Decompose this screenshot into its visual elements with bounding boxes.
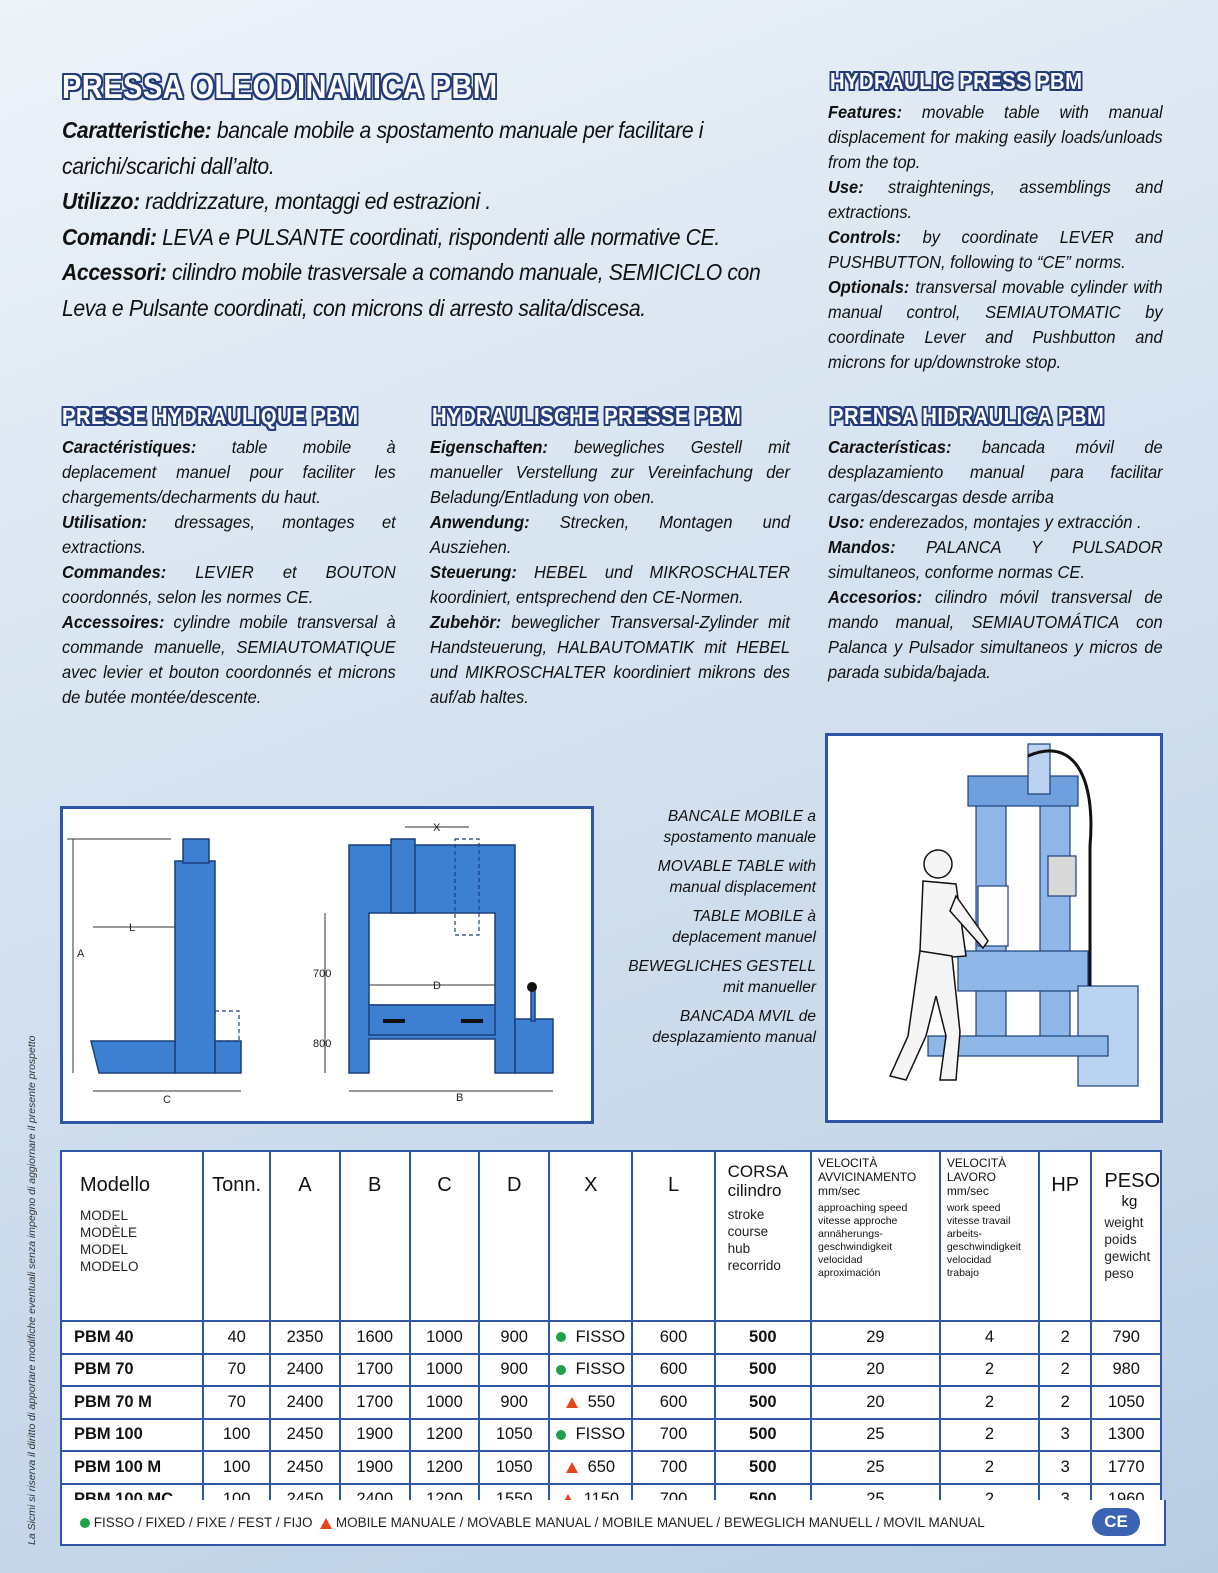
table-row (61, 1354, 1161, 1387)
dim-label-c: C (163, 1094, 171, 1106)
cell-l: 700 (632, 1419, 714, 1452)
mobile-triangle-icon (566, 1462, 578, 1473)
cell-peso: 790 (1091, 1321, 1161, 1354)
fixed-dot-icon (556, 1430, 566, 1440)
cell-l: 600 (632, 1354, 714, 1387)
title-german: HYDRAULISCHE PRESSE PBM (432, 403, 742, 429)
cell-d: 900 (479, 1354, 549, 1387)
x-value: FISSO (575, 1425, 626, 1444)
cell-model: PBM 100 (61, 1419, 203, 1452)
ce-mark-icon: CE (1092, 1508, 1140, 1536)
cell-d: 1050 (479, 1419, 549, 1452)
cell-d: 900 (479, 1321, 549, 1354)
press-illustration-panel (825, 733, 1163, 1123)
header-hp: HP (1039, 1151, 1091, 1321)
cell-c: 1200 (410, 1451, 480, 1484)
cell-tonn: 100 (203, 1451, 270, 1484)
header-work-speed: VELOCITÀ LAVORO mm/sec work speed vitesse travail arbeits- geschwindigkeit velocidad trabajo (940, 1151, 1039, 1321)
mobile-triangle-icon (320, 1518, 332, 1529)
cell-hp: 2 (1039, 1386, 1091, 1419)
cell-x (549, 1386, 632, 1419)
cell-l: 600 (632, 1386, 714, 1419)
cell-tonn: 40 (203, 1321, 270, 1354)
cell-a: 2400 (270, 1386, 340, 1419)
x-value: FISSO (575, 1360, 626, 1379)
cell-model: PBM 70 M (61, 1386, 203, 1419)
spanish-description: Características: bancada móvil de desplazamiento manual para facilitar cargas/descargas desde arriba Uso: enderezados, montajes y extracción . Mandos: PALANCA Y PULSADOR simultaneos, conforme normas CE. Accesorios: cilindro móvil transversal de mando manual, SEMIAUTOMÁTICA con Palanca y Pulsador simultaneos y micros de parada subida/bajada. (828, 437, 1163, 682)
dim-label-l: L (129, 922, 136, 934)
legend-fixed-label: FISSO / FIXED / FIXE / FEST / FIJO (93, 1515, 313, 1530)
header-c: C (410, 1151, 480, 1321)
header-approaching-speed: VELOCITÀ AVVICINAMENTO mm/sec approaching speed vitesse approche annäherungs- geschwindigkeit velocidad aproximación (811, 1151, 940, 1321)
mobile-triangle-icon (566, 1397, 578, 1408)
cell-b: 1700 (340, 1386, 410, 1419)
cell-vlav: 2 (940, 1451, 1039, 1484)
dim-label-700: 700 (313, 968, 332, 980)
cell-b: 1600 (340, 1321, 410, 1354)
cell-x (549, 1419, 632, 1452)
dimension-diagram (63, 809, 591, 1121)
disclaimer-note: La Sicmi si riserva il diritto di apportare modifiche eventuali senza impegno di aggiornare il presente prospetto (26, 1035, 38, 1545)
cell-vlav: 2 (940, 1386, 1039, 1419)
cell-b: 1900 (340, 1451, 410, 1484)
cell-x (549, 1321, 632, 1354)
side-view-cylinder-top (183, 839, 209, 863)
cell-corsa: 500 (715, 1451, 811, 1484)
cell-vlav: 4 (940, 1321, 1039, 1354)
x-value: 550 (587, 1392, 616, 1411)
cell-vlav: 2 (940, 1354, 1039, 1387)
cell-vavv: 20 (811, 1386, 940, 1419)
cell-hp: 3 (1039, 1419, 1091, 1452)
legend-mobile-label: MOBILE MANUALE / MOVABLE MANUAL / MOBILE MANUEL / BEWEGLICH MANUELL / MOVIL MANUAL (335, 1515, 985, 1530)
cell-b: 1900 (340, 1419, 410, 1452)
cell-a: 2350 (270, 1321, 340, 1354)
header-a: A (270, 1151, 340, 1321)
front-view-frame (349, 845, 515, 1073)
cell-d: 900 (479, 1386, 549, 1419)
cell-vavv: 25 (811, 1451, 940, 1484)
press-control-box (1048, 856, 1076, 896)
cell-l: 600 (632, 1321, 714, 1354)
english-description: Features: movable table with manual displacement for making easily loads/unloads from the top. Use: straightenings, assemblings and extractions. Controls: by coordinate LEVER and PUSHBUTTON, following to “CE” norms. Optionals: transversal movable cylinder with manual control, SEMIAUTOMATIC by coordinate Lever and Pushbutton and microns for up/downstroke stop. (828, 102, 1163, 372)
header-x: X (549, 1151, 632, 1321)
table-row (61, 1451, 1161, 1484)
cell-vlav: 2 (940, 1419, 1039, 1452)
cell-tonn: 70 (203, 1354, 270, 1387)
press-frame-right (1040, 794, 1070, 1044)
cell-vavv: 25 (811, 1419, 940, 1452)
german-description: Eigenschaften: bewegliches Gestell mit manueller Verstellung zur Vereinfachung der Beladung/Entladung von oben. Anwendung: Strecken, Montagen und Ausziehen. Steuerung: HEBEL und MIKROSCHALTER koordiniert, entsprechend den CE-Normen. Zubehör: beweglicher Transversal-Zylinder mit Handsteuerung, HALBAUTOMATIK mit HEBEL und MIKROSCHALTER koordiniert mikrons des auf/ab haltes. (430, 437, 791, 707)
cell-corsa: 500 (715, 1419, 811, 1452)
press-table (958, 951, 1088, 991)
movable-table-callouts: BANCALE MOBILE a spostamento manuale MOVABLE TABLE with manual displacement TABLE MOBILE à deplacement manuel BEWEGLICHES GESTELL mit manueller BANCADA MVIL de desplazamiento manual (628, 808, 816, 1046)
fixed-dot-icon (80, 1518, 90, 1528)
front-view-lever (531, 989, 535, 1021)
front-view-control-box (515, 1019, 553, 1073)
press-crown (968, 776, 1078, 806)
cell-hp: 3 (1039, 1451, 1091, 1484)
header-stroke: CORSA cilindro stroke course hub recorrido (715, 1151, 811, 1321)
side-view-foot (215, 1041, 241, 1073)
cell-corsa: 500 (715, 1354, 811, 1387)
specifications-table (60, 1150, 1162, 1517)
cell-l: 700 (632, 1451, 714, 1484)
side-view-base (91, 1041, 175, 1073)
dim-label-d: D (433, 980, 441, 992)
cell-tonn: 100 (203, 1419, 270, 1452)
header-d: D (479, 1151, 549, 1321)
cell-tonn: 70 (203, 1386, 270, 1419)
dim-label-x: X (433, 822, 441, 834)
title-french: PRESSE HYDRAULIQUE PBM (62, 403, 359, 429)
cell-vavv: 20 (811, 1354, 940, 1387)
cell-model: PBM 100 M (61, 1451, 203, 1484)
fixed-dot-icon (556, 1332, 566, 1342)
cell-hp: 2 (1039, 1321, 1091, 1354)
x-value: 650 (587, 1457, 616, 1476)
french-description: Caractéristiques: table mobile à deplacement manuel pour faciliter les chargements/decharments du haut. Utilisation: dressages, montages et extractions. Commandes: LEVIER et BOUTON coordonnés, selon les normes CE. Accessoires: cylindre mobile transversal à commande manuelle, SEMIAUTOMATIQUE avec levier et bouton coordonnés et microns de butée montée/descente. (62, 437, 396, 707)
header-l: L (632, 1151, 714, 1321)
cell-peso: 1050 (1091, 1386, 1161, 1419)
cell-hp: 2 (1039, 1354, 1091, 1387)
x-value: FISSO (575, 1327, 626, 1346)
header-weight: PESO kg weight poids gewicht peso (1091, 1151, 1161, 1321)
cell-b: 1700 (340, 1354, 410, 1387)
title-english: HYDRAULIC PRESS PBM (830, 68, 1083, 94)
cell-corsa: 500 (715, 1386, 811, 1419)
front-view-cylinder (391, 839, 415, 913)
cell-a: 2450 (270, 1419, 340, 1452)
table-row (61, 1321, 1161, 1354)
dimension-diagram-panel (60, 806, 594, 1124)
title-spanish: PRENSA HIDRAULICA PBM (830, 403, 1105, 429)
cell-a: 2450 (270, 1451, 340, 1484)
legend-bar (60, 1500, 1166, 1546)
cell-x (549, 1354, 632, 1387)
cell-d: 1050 (479, 1451, 549, 1484)
press-illustration (828, 736, 1160, 1120)
cell-c: 1000 (410, 1354, 480, 1387)
fixed-dot-icon (556, 1365, 566, 1375)
cell-corsa: 500 (715, 1321, 811, 1354)
dim-label-a: A (77, 948, 85, 960)
header-model: Modello MODEL MODÈLE MODEL MODELO (61, 1151, 203, 1321)
cell-peso: 980 (1091, 1354, 1161, 1387)
table-row (61, 1419, 1161, 1452)
cell-model: PBM 40 (61, 1321, 203, 1354)
table-header-row (61, 1151, 1161, 1321)
cell-peso: 1300 (1091, 1419, 1161, 1452)
cell-c: 1200 (410, 1419, 480, 1452)
cell-x (549, 1451, 632, 1484)
header-tonn: Tonn. (203, 1151, 270, 1321)
title-italian: PRESSA OLEODINAMICA PBM (62, 68, 498, 105)
dim-label-800: 800 (313, 1038, 332, 1050)
cell-peso: 1770 (1091, 1451, 1161, 1484)
side-view-column (175, 861, 215, 1073)
italian-description: Caratteristiche: bancale mobile a spostamento manuale per facilitare i carichi/scarichi dall’alto. Utilizzo: raddrizzature, montaggi ed estrazioni . Comandi: LEVA e PULSANTE coordinati, rispondenti alle normative CE. Accessori: cilindro mobile trasversale a comando manuale, SEMICICLO con Leva e Pulsante coordinati, con microns di arresto salita/discesa. (62, 117, 761, 321)
cell-vavv: 29 (811, 1321, 940, 1354)
cell-a: 2400 (270, 1354, 340, 1387)
dim-label-b: B (456, 1092, 464, 1104)
cell-c: 1000 (410, 1386, 480, 1419)
cell-c: 1000 (410, 1321, 480, 1354)
side-view-mobile-table-outline (215, 1011, 239, 1041)
table-row (61, 1386, 1161, 1419)
header-b: B (340, 1151, 410, 1321)
cell-model: PBM 70 (61, 1354, 203, 1387)
